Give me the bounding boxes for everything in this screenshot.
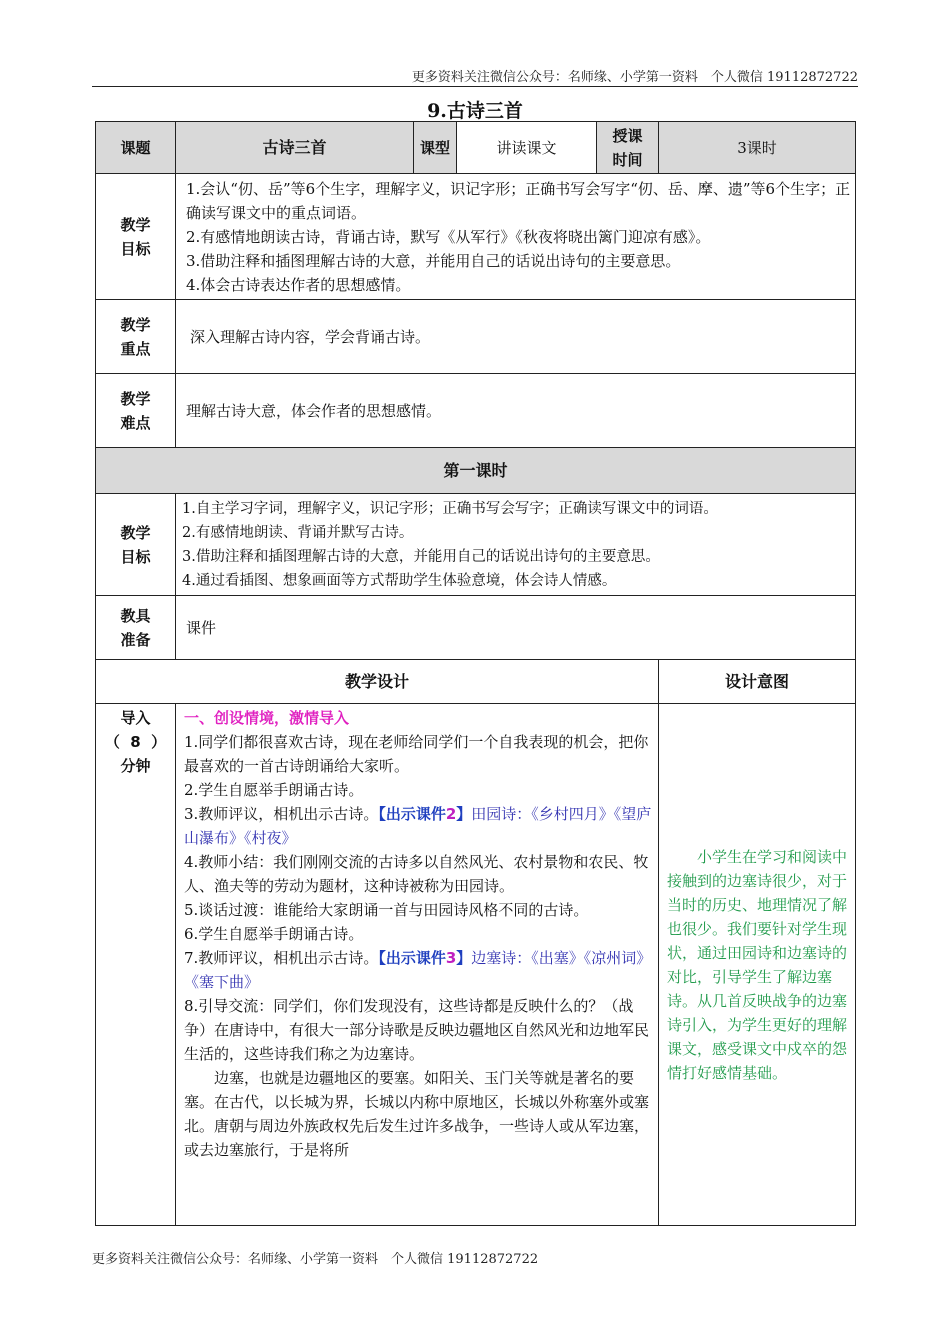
courseware-tag: 【出示课件2】 (378, 805, 472, 823)
intent-label: 设计意图 (659, 660, 856, 704)
goal-line: 4.体会古诗表达作者的思想感情。 (186, 275, 411, 294)
lesson-plan-table (95, 121, 856, 1226)
difficulties-text: 理解古诗大意，体会作者的思想感情。 (176, 374, 856, 448)
difficulties-row (96, 374, 856, 448)
intent-text: 小学生在学习和阅读中接触到的边塞诗很少，对于当时的历史、地理情况了解也很少。我们要针对学生现状，通过田园诗和边塞诗的对比，引导学生了解边塞诗。从几首反映战争的边塞诗引入，为学生更好的理解课文，感受课文中戍卒的怨情打好感情基础。 (667, 847, 848, 1082)
section-title: 一、创设情境，激情导入 (184, 709, 350, 727)
design-body-row (96, 704, 856, 1226)
step-4: 4.教师小结：我们刚刚交流的古诗多以自然风光、农村景物和农民、牧人、渔夫等的劳动为题材，这种诗被称为田园诗。 (184, 853, 649, 895)
header-note: 更多资料关注微信公众号：名师缘、小学第一资料 个人微信 19112872722 (411, 70, 858, 85)
lesson1-goal-line: 1.自主学习字词，理解字义，识记字形；正确书写会写字；正确读写课文中的词语。 (182, 500, 718, 517)
page-title: 9.古诗三首 (427, 100, 523, 122)
time-label: 授课时间 (597, 122, 659, 174)
type-value: 讲读课文 (457, 122, 597, 174)
type-label: 课型 (414, 122, 457, 174)
step-5: 5.谈话过渡：谁能给大家朗诵一首与田园诗风格不同的古诗。 (184, 901, 589, 919)
footer-note: 更多资料关注微信公众号：名师缘、小学第一资料 个人微信 19112872722 (92, 1252, 539, 1267)
poem-list: 田园诗：《乡村四月》《望庐山瀑布》《村夜》 (184, 805, 652, 847)
time-value: 3课时 (659, 122, 856, 174)
lesson1-goals-label: 教学目标 (96, 494, 176, 596)
key-points-text: 深入理解古诗内容，学会背诵古诗。 (176, 300, 856, 374)
step-7: 7.教师评议，相机出示古诗。【出示课件3】边塞诗：《出塞》《凉州词》《塞下曲》 (184, 949, 652, 991)
goals-content (176, 174, 856, 300)
key-points-label: 教学重点 (96, 300, 176, 374)
header-rule (92, 86, 858, 87)
lesson1-heading: 第一课时 (96, 448, 856, 494)
lesson1-goals-row (96, 494, 856, 596)
step-6: 6.学生自愿举手朗诵古诗。 (184, 925, 364, 943)
design-header-row (96, 660, 856, 704)
lesson1-goal-line: 2.有感情地朗读、背诵并默写古诗。 (182, 524, 414, 541)
tools-row (96, 596, 856, 660)
topic-label: 课题 (96, 122, 176, 174)
design-content (176, 704, 659, 1226)
tools-text: 课件 (176, 596, 856, 660)
step-3: 3.教师评议，相机出示古诗。【出示课件2】田园诗：《乡村四月》《望庐山瀑布》《村夜》 (184, 805, 652, 847)
goal-line: 3.借助注释和插图理解古诗的大意，并能用自己的话说出诗句的主要意思。 (186, 251, 681, 270)
key-points-row (96, 300, 856, 374)
tools-label: 教具准备 (96, 596, 176, 660)
design-intent (659, 704, 856, 1226)
info-row (96, 122, 856, 174)
lesson1-goal-line: 3.借助注释和插图理解古诗的大意，并能用自己的话说出诗句的主要意思。 (182, 548, 660, 565)
goal-line: 2.有感情地朗读古诗，背诵古诗，默写《从军行》《秋夜将晓出篱门迎凉有感》。 (186, 227, 711, 246)
courseware-tag: 【出示课件3】 (378, 949, 472, 967)
lesson1-goal-line: 4.通过看插图、想象画面等方式帮助学生体验意境，体会诗人情感。 (182, 572, 617, 589)
step-2: 2.学生自愿举手朗诵古诗。 (184, 781, 364, 799)
design-label: 教学设计 (96, 660, 659, 704)
goal-line: 1.会认“仞、岳”等6个生字，理解字义，识记字形；正确书写会写字“仞、岳、摩、遗”等6个生字；正确读写课文中的重点词语。 (186, 179, 851, 222)
goals-row (96, 174, 856, 300)
step-8: 8.引导交流：同学们，你们发现没有，这些诗都是反映什么的？（战争）在唐诗中，有很大一部分诗歌是反映边疆地区自然风光和边地军民生活的，这些诗我们称之为边塞诗。 (184, 997, 650, 1063)
phase-label: 导入 （ 8 ） 分钟 (96, 704, 176, 1226)
topic-value: 古诗三首 (176, 122, 414, 174)
goals-label: 教学目标 (96, 174, 176, 300)
lesson1-heading-row (96, 448, 856, 494)
lesson1-goals-content (176, 494, 856, 596)
step-1: 1.同学们都很喜欢古诗，现在老师给同学们一个自我表现的机会，把你最喜欢的一首古诗朗诵给大家听。 (184, 733, 649, 775)
difficulties-label: 教学难点 (96, 374, 176, 448)
frontier-paragraph: 边塞，也就是边疆地区的要塞。如阳关、玉门关等就是著名的要塞。在古代，以长城为界，长城以内称中原地区，长城以外称塞外或塞北。唐朝与周边外族政权先后发生过许多战争，一些诗人或从军边塞，或去边塞旅行，于是将所 (184, 1069, 650, 1159)
poem-list: 边塞诗：《出塞》《凉州词》《塞下曲》 (184, 949, 652, 991)
